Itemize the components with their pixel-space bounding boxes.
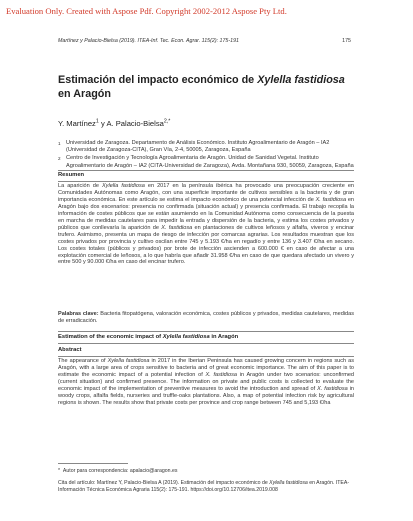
species-name: Xylella fastidiosa: [101, 183, 145, 189]
divider: [58, 343, 354, 344]
page-number: 175: [342, 38, 351, 44]
text-run: en Aragón bajo dos escenarios: presencia no confirmada (situación actual) y presencia confirmada. El trabajo recopila la información de costes públicos que se están asumiendo en la Comunidad Autónoma como consecuencia de la puesta en marcha de medidas cautelares para impedir la entrada y dispersión de la bacteria, y estima los costes privados y públicos que conllevaría la aparición de: [58, 196, 354, 231]
text-run: in Aragón under two scenarios: unconfirmed (current situation) and confirmed presence. The information on private and public costs is collected to evaluate the economic impact of the implementation of preventive measures to avoid the introduction and spread of: [58, 371, 354, 392]
footnote: [58, 468, 178, 474]
footnote-text: Autor para correspondencia: apalacio@aragon.es: [62, 468, 178, 474]
species-name: X. fastidiosa: [205, 371, 237, 378]
citation-label: Cita del artículo:: [58, 480, 96, 486]
text-run: Estimation of the economic impact of: [58, 334, 163, 340]
text-run: in woody crops, alfalfa fields, nurseries and truffle-oaks plantations. Also, a map of potential infection risk by agricultural regions is shown. The results show that private costs per province and crop range between 745 and 5,193 €/ha: [58, 385, 355, 406]
abstract-text: [58, 358, 354, 407]
keywords-label: Palabras clave:: [58, 311, 99, 317]
author-2-affil: 2,*: [163, 118, 171, 125]
species-name: Xylella fastidiosa: [162, 334, 210, 340]
title-part1: Estimación del impacto económico de: [58, 74, 258, 86]
species-name: Xylella fastidiosa: [269, 480, 308, 486]
keywords-text: Bacteria fitopatógena, valoración económica, costes públicos y privados, medidas cautelares, medidas de erradicación.: [58, 311, 354, 324]
species-name: X. fastidiosa: [161, 224, 193, 231]
text-run: La aparición de: [58, 183, 102, 189]
author-1: Y. Martínez: [58, 119, 96, 128]
footnote-marker: *: [58, 468, 61, 474]
affiliation-text: Centro de Investigación y Tecnología Agroalimentaria de Aragón. Unidad de Sanidad Vegetal. Instituto Agroalimentario de Aragón – IA2 (CITA-Universidad de Zaragoza), Avda. Montañana 930, 50059, Zaragoza, España: [66, 155, 354, 169]
article-title: [58, 74, 358, 101]
title-species: Xylella fastidiosa: [257, 74, 345, 86]
species-name: X. fastidiosa: [317, 385, 348, 392]
affiliations: [58, 140, 358, 170]
text-run: en 2017 en la península ibérica ha provocado una preocupación creciente en Comunidades Autónomas como Aragón, con una superficie importante de cultivos sensibles a la bacteria y de gran importancia económica. En este artículo se estima el impacto económico de una potencial infección de: [58, 183, 354, 203]
affiliation-number: 1: [58, 141, 61, 146]
affiliation-number: 2: [58, 156, 61, 162]
keywords: [58, 311, 354, 325]
title-part2: en Aragón: [58, 87, 111, 100]
affiliation-text: Universidad de Zaragoza. Departamento de Análisis Económico. Instituto Agroalimentario de Aragón – IA2 (Universidad de Zaragoza-CITA), Gran Vía, 2-4, 50005, Zaragoza, España: [66, 140, 330, 154]
header-citation: Martínez y Palacio-Bielsa (2019). ITEA-Inf. Tec. Econ. Agrar. 115(2): 175-191: [58, 38, 239, 44]
divider: [58, 331, 354, 332]
footnote-divider: [58, 463, 128, 464]
author-1-affil: 1: [95, 118, 99, 125]
species-name: Xylella fastidiosa: [107, 358, 150, 364]
divider: [58, 181, 354, 182]
text-run: The appearance of: [58, 358, 108, 364]
running-header: [58, 38, 351, 44]
divider: [58, 356, 354, 357]
text-run: en Aragón. ITEA-Información Técnica Económica Agraria 115(2): 175-191. https://doi.org/10.12706/itea.2019.008: [58, 480, 350, 493]
text-run: Martínez Y, Palacio-Bielsa A (2019). Estimación del impacto económico de: [95, 480, 270, 486]
author-2: A. Palacio-Bielsa: [106, 119, 164, 128]
affiliation-2: [58, 155, 358, 170]
text-run: in Aragón: [209, 334, 239, 340]
resumen-heading: Resumen: [58, 172, 85, 178]
english-title: [58, 334, 238, 340]
text-run: en plantaciones de cultivos leñosos y alfalfa, viveros y encinar trufero. Asimismo, presenta un mapa de riesgo de infección por comarcas agrarias. Los resultados muestran que los costes privados por provincia y cultivo oscilan entre 745 y 5.193 €/ha en regadío y entre 136 y 3.407 €/ha en secano. Los costes totales (públicos y privados) por brote de infección ascienden a 600.000 € en caso de afectar a una explotación comercial de leñosos, a lo que habría que añadir 31.958 €/ha en caso de que quedara afectado un vivero y entre 500 y 90.000 €/ha en caso del encinar trufero.: [58, 224, 355, 266]
affiliation-1: [58, 140, 358, 155]
article-citation: [58, 480, 356, 493]
abstract-heading: Abstract: [58, 347, 82, 353]
watermark-text: Evaluation Only. Created with Aspose Pdf. Copyright 2002-2012 Aspose Pty Ltd.: [6, 6, 287, 16]
resumen-text: [58, 183, 354, 266]
author-separator: y: [98, 119, 107, 128]
author-list: [58, 119, 170, 128]
species-name: X. fastidiosa: [315, 196, 347, 203]
text-run: in 2017 in the Iberian Peninsula has caused growing concern in regions such as Aragón, with a large area of crops sensitive to bacteria and of great economic importance. The aim of this paper is to estimate the economic impact of a potential infection of: [58, 358, 354, 378]
divider: [58, 170, 354, 171]
